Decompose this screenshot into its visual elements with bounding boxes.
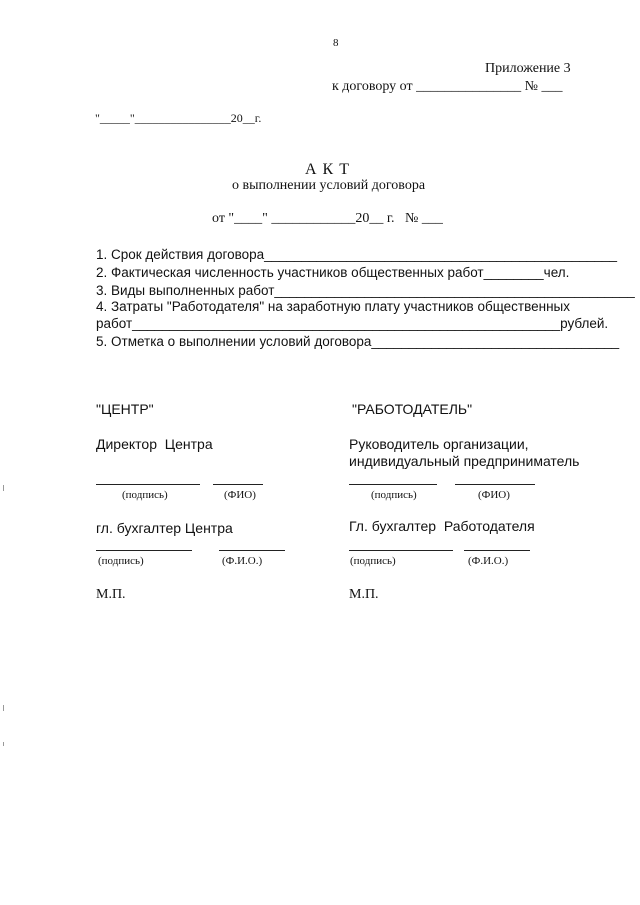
scan-margin-mark (3, 705, 4, 711)
left-accountant-signature-label: (подпись) (98, 555, 144, 567)
right-accountant-signature-line (349, 550, 453, 551)
left-accountant-fio-label: (Ф.И.О.) (222, 555, 263, 567)
right-head-signature-label: (подпись) (371, 489, 417, 501)
right-party-name: "РАБОТОДАТЕЛЬ" (352, 401, 473, 417)
left-director-title: Директор Центра (96, 436, 213, 452)
left-accountant-title: гл. бухгалтер Центра (96, 520, 233, 536)
item-completion-mark: 5. Отметка о выполнении условий договора_________________________________ (96, 334, 620, 349)
scan-margin-mark (3, 742, 4, 746)
left-director-signature-line (96, 484, 200, 485)
left-stamp-label: М.П. (96, 587, 126, 602)
act-date-number: от "____" ____________20__ г. № ___ (212, 211, 443, 226)
item-contract-term: 1. Срок действия договора_______________________________________________ (96, 247, 618, 262)
right-head-signature-line (349, 484, 437, 485)
scan-margin-mark (3, 485, 4, 491)
right-accountant-fio-line (464, 550, 530, 551)
page-number: 8 (333, 37, 339, 49)
left-party-name: "ЦЕНТР" (96, 401, 154, 417)
left-accountant-fio-line (219, 550, 285, 551)
right-accountant-fio-label: (Ф.И.О.) (468, 555, 509, 567)
document-date-line: "_____"________________20__г. (95, 111, 262, 125)
right-accountant-signature-label: (подпись) (350, 555, 396, 567)
right-head-title-line1: Руководитель организации, (349, 436, 529, 452)
right-head-fio-line (455, 484, 535, 485)
item-work-types: 3. Виды выполненных работ________________________________________________ (96, 283, 635, 298)
item-employer-costs: 4. Затраты "Работодателя" на заработную плату участников общественных (96, 299, 570, 314)
left-director-fio-label: (ФИО) (224, 489, 256, 501)
right-accountant-title: Гл. бухгалтер Работодателя (349, 518, 535, 534)
right-stamp-label: М.П. (349, 587, 379, 602)
left-accountant-signature-line (96, 550, 192, 551)
appendix-title: Приложение 3 (485, 61, 571, 76)
document-title: А К Т (305, 161, 350, 178)
left-director-fio-line (213, 484, 263, 485)
right-head-title-line2: индивидуальный предприниматель (349, 453, 580, 469)
item-actual-headcount: 2. Фактическая численность участников общественных работ________чел. (96, 265, 570, 280)
right-head-fio-label: (ФИО) (478, 489, 510, 501)
item-employer-costs-cont: работ_________________________________________________________рублей. (96, 316, 609, 331)
contract-reference: к договору от _______________ № ___ (332, 79, 563, 94)
document-subtitle: о выполнении условий договора (232, 178, 426, 193)
left-director-signature-label: (подпись) (122, 489, 168, 501)
